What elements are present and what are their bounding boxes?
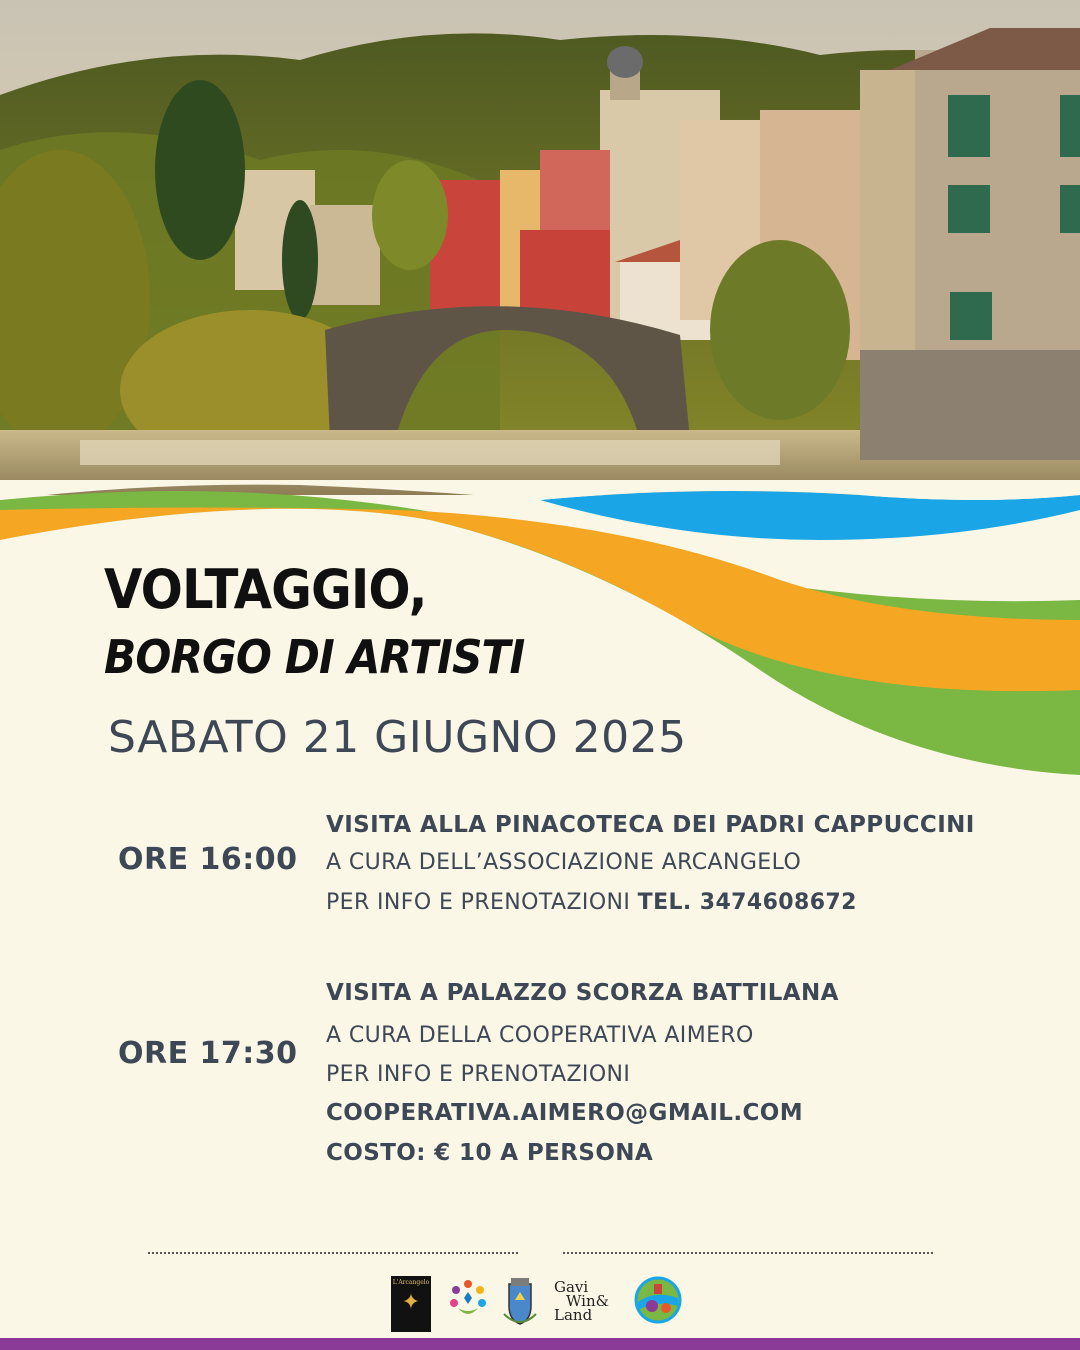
municipal-crest-icon bbox=[501, 1276, 539, 1328]
footer-bar bbox=[0, 1338, 1080, 1350]
event-info-2: PER INFO E PRENOTAZIONI bbox=[326, 1062, 631, 1087]
separator-left bbox=[148, 1252, 518, 1254]
title-line-1: VOLTAGGIO, bbox=[104, 558, 427, 621]
territory-circle-logo bbox=[634, 1276, 682, 1324]
arcangelo-logo bbox=[391, 1276, 431, 1332]
event-heading-1: VISITA ALLA PINACOTECA DEI PADRI CAPPUCCINI bbox=[326, 812, 975, 838]
town-photo bbox=[0, 0, 1080, 495]
event-info-prefix-1: PER INFO E PRENOTAZIONI bbox=[326, 890, 638, 915]
event-info-1 bbox=[326, 890, 857, 915]
event-cost-2: COSTO: € 10 A PERSONA bbox=[326, 1140, 654, 1166]
event-date: SABATO 21 GIUGNO 2025 bbox=[108, 712, 687, 763]
people-circle-logo bbox=[446, 1276, 490, 1320]
event-email-2[interactable]: COOPERATIVA.AIMERO@GMAIL.COM bbox=[326, 1100, 803, 1126]
separator-right bbox=[563, 1252, 933, 1254]
event-phone-1[interactable]: TEL. 3474608672 bbox=[637, 890, 857, 915]
event-heading-2: VISITA A PALAZZO SCORZA BATTILANA bbox=[326, 980, 839, 1006]
angel-icon: ✦ bbox=[401, 1290, 421, 1315]
gavi-logo-line-1: Gavi bbox=[554, 1278, 589, 1296]
gavi-logo-line-2: Win& bbox=[566, 1292, 609, 1310]
event-time-2: ORE 17:30 bbox=[118, 1036, 298, 1071]
event-organizer-2: A CURA DELLA COOPERATIVA AIMERO bbox=[326, 1023, 754, 1048]
gavi-wine-land-logo bbox=[554, 1280, 620, 1322]
arcangelo-logo-text: L'Arcangelo bbox=[392, 1279, 430, 1286]
event-organizer-1: A CURA DELL’ASSOCIAZIONE ARCANGELO bbox=[326, 850, 802, 875]
title-line-2: BORGO DI ARTISTI bbox=[104, 630, 525, 684]
event-time-1: ORE 16:00 bbox=[118, 842, 298, 877]
gavi-logo-line-3: Land bbox=[554, 1306, 593, 1324]
